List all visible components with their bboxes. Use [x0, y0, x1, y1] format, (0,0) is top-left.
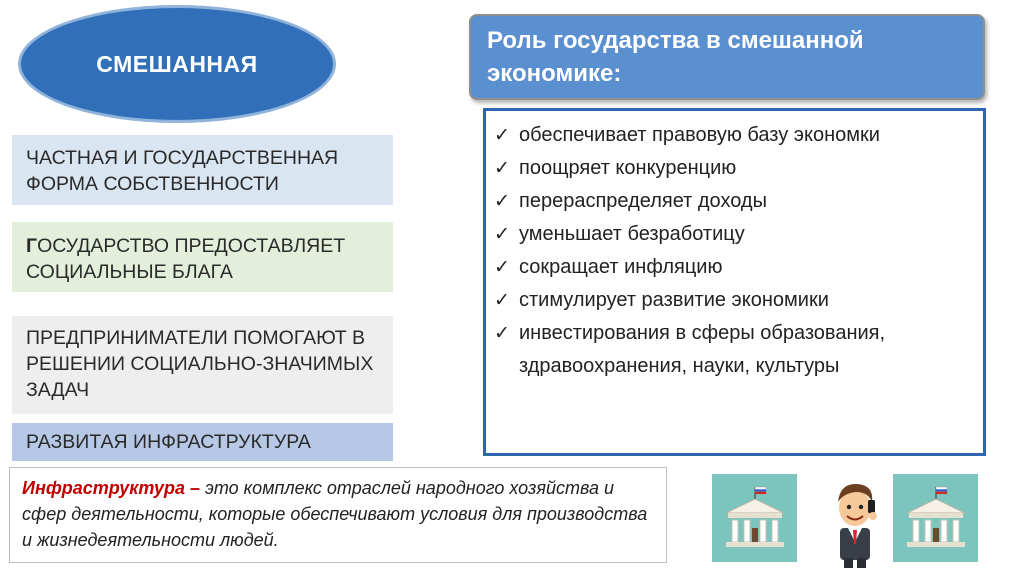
definition-text: это комплекс отраслей народного хозяйства и сфер деятельности, которые обеспечивают условия для производства и жизнедеятельности людей [22, 478, 648, 550]
feature-social-benefits [12, 222, 393, 292]
role-list [494, 119, 975, 383]
feature-ownership-text: ЧАСТНАЯ И ГОСУДАРСТВЕННАЯ ФОРМА СОБСТВЕННОСТИ [26, 147, 339, 195]
government-building-icon [712, 474, 797, 562]
definition-end: . [273, 530, 279, 550]
list-item-text: стимулирует развитие экономики [519, 289, 829, 311]
check-icon: ✓ [494, 158, 510, 179]
list-item [494, 317, 975, 383]
list-item [494, 119, 975, 152]
economy-type-ellipse [18, 5, 336, 123]
check-icon: ✓ [494, 257, 510, 278]
definition-term: Инфраструктура [22, 478, 186, 498]
role-list-box [483, 108, 986, 456]
economy-type-label: СМЕШАННАЯ [96, 50, 258, 77]
list-item-text: сокращает инфляцию [519, 256, 723, 278]
infrastructure-definition [9, 467, 667, 563]
role-title: Роль государства в смешанной экономике: [487, 27, 864, 87]
list-item-text: обеспечивает правовую базу экономки [519, 124, 880, 146]
list-item [494, 218, 975, 251]
check-icon: ✓ [494, 125, 510, 146]
check-icon: ✓ [494, 191, 510, 212]
list-item-text: уменьшает безработицу [519, 223, 745, 245]
list-item [494, 284, 975, 317]
government-building-icon [893, 474, 978, 562]
check-icon: ✓ [494, 224, 510, 245]
feature-infrastructure-text: РАЗВИТАЯ ИНФРАСТРУКТУРА [26, 431, 311, 453]
feature-social-benefits-text: ОСУДАРСТВО ПРЕДОСТАВЛЯЕТ СОЦИАЛЬНЫЕ БЛАГА [26, 235, 346, 283]
feature-entrepreneurs-text: ПРЕДПРИНИМАТЕЛИ ПОМОГАЮТ В РЕШЕНИИ СОЦИАЛЬНО-ЗНАЧИМЫХ ЗАДАЧ [26, 327, 374, 401]
list-item-text: перераспределяет доходы [519, 190, 767, 212]
businessman-phone-icon [822, 470, 887, 570]
feature-ownership [12, 135, 393, 205]
feature-infrastructure [12, 423, 393, 461]
check-icon: ✓ [494, 323, 510, 344]
check-icon: ✓ [494, 290, 510, 311]
list-item-text: поощряет конкуренцию [519, 157, 737, 179]
role-title-box [469, 14, 985, 100]
definition-dash: – [185, 478, 206, 498]
list-item [494, 251, 975, 284]
list-item [494, 185, 975, 218]
list-item [494, 152, 975, 185]
feature-social-benefits-initial: Г [26, 235, 38, 257]
feature-entrepreneurs [12, 316, 393, 414]
list-item-text: инвестирования в сферы образования, здравоохранения, науки, культуры [519, 322, 886, 377]
